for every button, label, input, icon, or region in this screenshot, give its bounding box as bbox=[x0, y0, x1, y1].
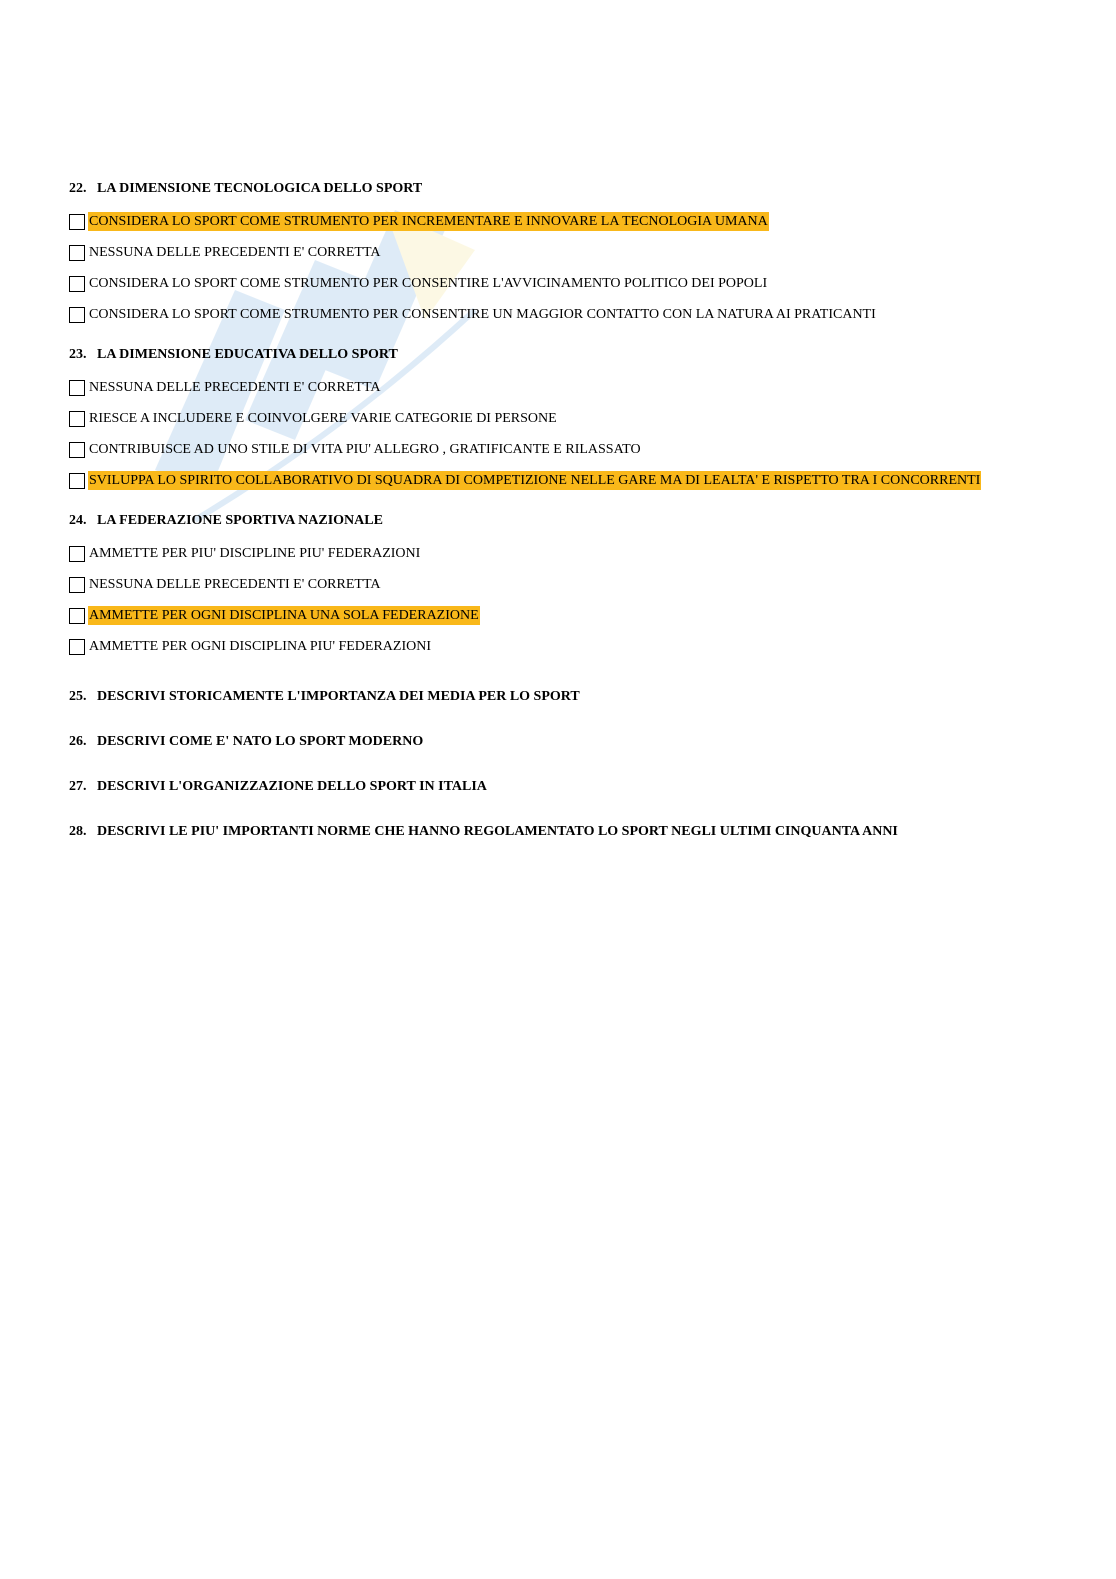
checkbox-icon[interactable] bbox=[69, 577, 85, 593]
open-question-27 bbox=[69, 776, 1069, 798]
question-number: 24. bbox=[69, 513, 87, 528]
checkbox-icon[interactable] bbox=[69, 276, 85, 292]
answer-option[interactable] bbox=[69, 372, 1069, 403]
open-question-26 bbox=[69, 731, 1069, 753]
answer-option[interactable] bbox=[69, 538, 1069, 569]
option-text: RIESCE A INCLUDERE E COINVOLGERE VARIE CATEGORIE DI PERSONE bbox=[89, 411, 557, 426]
option-text: CONSIDERA LO SPORT COME STRUMENTO PER CONSENTIRE L'AVVICINAMENTO POLITICO DEI POPOLI bbox=[89, 276, 768, 291]
question-text: DESCRIVI COME E' NATO LO SPORT MODERNO bbox=[97, 734, 424, 749]
answer-option[interactable] bbox=[69, 465, 1069, 496]
question-number: 27. bbox=[69, 779, 87, 794]
quiz-document bbox=[69, 178, 1069, 866]
question-number: 23. bbox=[69, 347, 87, 362]
question-text: DESCRIVI STORICAMENTE L'IMPORTANZA DEI MEDIA PER LO SPORT bbox=[97, 689, 580, 704]
question-text: LA DIMENSIONE EDUCATIVA DELLO SPORT bbox=[97, 347, 398, 362]
answer-option[interactable] bbox=[69, 631, 1069, 662]
option-text: AMMETTE PER OGNI DISCIPLINA UNA SOLA FEDERAZIONE bbox=[89, 608, 479, 623]
checkbox-icon[interactable] bbox=[69, 380, 85, 396]
question-number: 26. bbox=[69, 734, 87, 749]
question-number: 28. bbox=[69, 824, 87, 839]
question-text: DESCRIVI L'ORGANIZZAZIONE DELLO SPORT IN ITALIA bbox=[97, 779, 487, 794]
option-text: NESSUNA DELLE PRECEDENTI E' CORRETTA bbox=[89, 577, 381, 592]
checkbox-icon[interactable] bbox=[69, 442, 85, 458]
answer-option[interactable] bbox=[69, 569, 1069, 600]
option-text: CONSIDERA LO SPORT COME STRUMENTO PER CONSENTIRE UN MAGGIOR CONTATTO CON LA NATURA AI PRATICANTI bbox=[89, 307, 876, 322]
checkbox-icon[interactable] bbox=[69, 245, 85, 261]
option-text: AMMETTE PER OGNI DISCIPLINA PIU' FEDERAZIONI bbox=[89, 639, 432, 654]
answer-option[interactable] bbox=[69, 434, 1069, 465]
question-title bbox=[69, 178, 1069, 200]
checkbox-icon[interactable] bbox=[69, 473, 85, 489]
checkbox-icon[interactable] bbox=[69, 411, 85, 427]
answer-option[interactable] bbox=[69, 237, 1069, 268]
checkbox-icon[interactable] bbox=[69, 214, 85, 230]
question-24 bbox=[69, 510, 1069, 662]
checkbox-icon[interactable] bbox=[69, 307, 85, 323]
checkbox-icon[interactable] bbox=[69, 639, 85, 655]
option-text: CONSIDERA LO SPORT COME STRUMENTO PER INCREMENTARE E INNOVARE LA TECNOLOGIA UMANA bbox=[89, 214, 768, 229]
option-text: AMMETTE PER PIU' DISCIPLINE PIU' FEDERAZIONI bbox=[89, 546, 421, 561]
answer-option[interactable] bbox=[69, 268, 1069, 299]
question-title bbox=[69, 510, 1069, 532]
option-text: NESSUNA DELLE PRECEDENTI E' CORRETTA bbox=[89, 380, 381, 395]
answer-option[interactable] bbox=[69, 403, 1069, 434]
open-question-25 bbox=[69, 686, 1069, 708]
question-23 bbox=[69, 344, 1069, 496]
open-question-28 bbox=[69, 821, 1069, 843]
question-text: LA FEDERAZIONE SPORTIVA NAZIONALE bbox=[97, 513, 383, 528]
option-text: CONTRIBUISCE AD UNO STILE DI VITA PIU' ALLEGRO , GRATIFICANTE E RILASSATO bbox=[89, 442, 641, 457]
answer-option[interactable] bbox=[69, 206, 1069, 237]
question-text: DESCRIVI LE PIU' IMPORTANTI NORME CHE HANNO REGOLAMENTATO LO SPORT NEGLI ULTIMI CINQUANTA ANNI bbox=[97, 824, 898, 839]
question-text: LA DIMENSIONE TECNOLOGICA DELLO SPORT bbox=[97, 181, 423, 196]
question-number: 25. bbox=[69, 689, 87, 704]
question-22 bbox=[69, 178, 1069, 330]
question-title bbox=[69, 344, 1069, 366]
checkbox-icon[interactable] bbox=[69, 546, 85, 562]
option-text: SVILUPPA LO SPIRITO COLLABORATIVO DI SQUADRA DI COMPETIZIONE NELLE GARE MA DI LEALTA' E RISPETTO TRA I CONCORRENTI bbox=[89, 473, 981, 488]
checkbox-icon[interactable] bbox=[69, 608, 85, 624]
question-number: 22. bbox=[69, 181, 87, 196]
option-text: NESSUNA DELLE PRECEDENTI E' CORRETTA bbox=[89, 245, 381, 260]
answer-option[interactable] bbox=[69, 299, 1069, 330]
answer-option[interactable] bbox=[69, 600, 1069, 631]
